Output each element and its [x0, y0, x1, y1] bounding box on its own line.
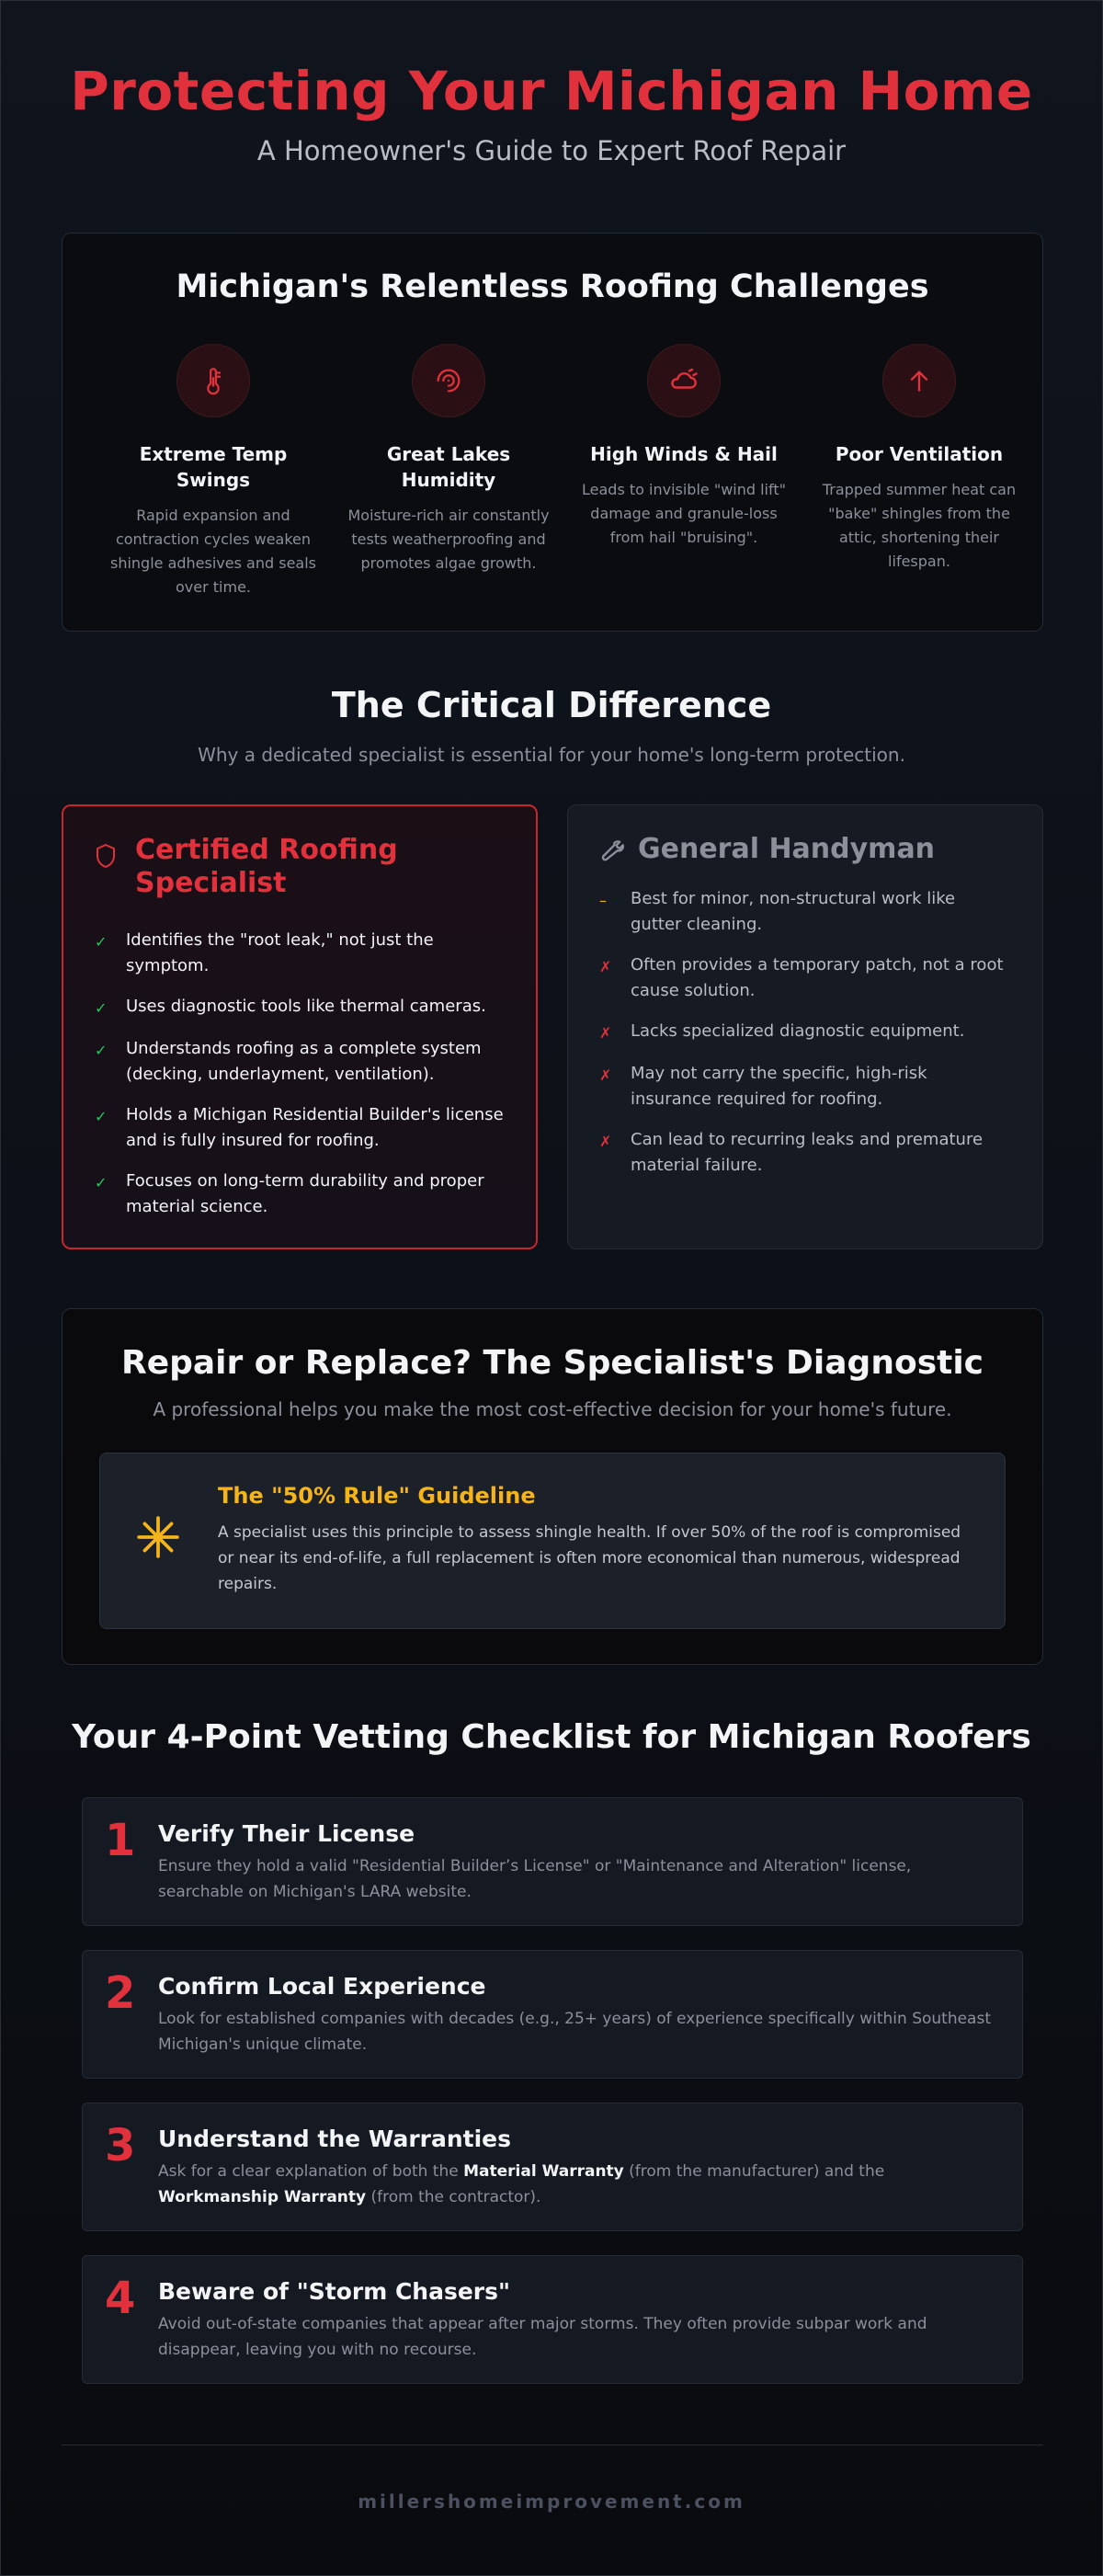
- checklist-item-text: Ask for a clear explanation of both the Material Warranty (from the manufacturer) and the Workmanship Warranty (from the contractor).: [158, 2162, 885, 2206]
- thermometer-icon: [176, 344, 250, 417]
- list-item: ✗ Often provides a temporary patch, not a root cause solution.: [599, 952, 1011, 1004]
- handyman-list: [599, 886, 1011, 1179]
- challenge-title: High Winds & Hail: [590, 443, 778, 465]
- cross-icon: ✗: [599, 1133, 612, 1150]
- checklist-number: 4: [105, 2273, 136, 2324]
- wind-cloud-icon: [647, 344, 721, 417]
- checklist-item-title: Confirm Local Experience: [158, 1973, 486, 2000]
- hero: [1, 1, 1102, 166]
- checklist-number: 1: [105, 1815, 136, 1866]
- checklist-title: Your 4-Point Vetting Checklist for Michigan Roofers: [72, 1718, 1031, 1756]
- specialist-title: Certified Roofing Specialist: [135, 834, 398, 899]
- challenge-text: Leads to invisible "wind lift" damage and granule-loss from hail "bruising".: [582, 481, 786, 546]
- challenge-item: [108, 344, 319, 599]
- difference-subtitle: Why a dedicated specialist is essential for your home's long-term protection.: [198, 744, 905, 766]
- rule-box: [99, 1453, 1006, 1629]
- challenge-title: Extreme Temp Swings: [139, 443, 288, 491]
- dash-icon: –: [599, 892, 607, 909]
- cross-icon: ✗: [599, 958, 612, 975]
- checklist-item-text: Avoid out-of-state companies that appear after major storms. They often provide subpar work and disappear, leaving you with no recourse.: [158, 2315, 927, 2359]
- rule-title: The "50% Rule" Guideline: [218, 1483, 536, 1509]
- specialist-list: [95, 928, 505, 1220]
- repair-title: Repair or Replace? The Specialist's Diagnostic: [120, 1344, 984, 1382]
- repair-subtitle: A professional helps you make the most cost-effective decision for your home's future.: [153, 1398, 952, 1420]
- challenge-item: [813, 344, 1025, 574]
- cross-icon: ✗: [599, 1024, 612, 1042]
- check-icon: ✓: [95, 1108, 108, 1125]
- workmanship-warranty-label: Workmanship Warranty: [158, 2188, 367, 2206]
- list-item: ✗ May not carry the specific, high-risk insurance required for roofing.: [599, 1061, 1011, 1112]
- challenge-title: Poor Ventilation: [835, 443, 1004, 465]
- list-item: ✓ Identifies the "root leak," not just the symptom.: [95, 928, 505, 979]
- challenge-item: [343, 344, 554, 576]
- checklist-item: [82, 2255, 1023, 2384]
- specialist-card: [62, 804, 538, 1249]
- checklist-item: [82, 1797, 1023, 1926]
- checklist-item-title: Beware of "Storm Chasers": [158, 2278, 511, 2305]
- checklist-item: [82, 2103, 1023, 2231]
- challenge-text: Rapid expansion and contraction cycles weaken shingle adhesives and seals over time.: [109, 507, 316, 596]
- shield-icon: [95, 843, 117, 871]
- checklist-item-title: Understand the Warranties: [158, 2126, 512, 2152]
- checklist-item-text: Ensure they hold a valid "Residential Builder’s License" or "Maintenance and Alteration" license, searchable on Michigan's LARA website.: [158, 1857, 912, 1901]
- checklist-item-text: Look for established companies with decades (e.g., 25+ years) of experience specifically within Southeast Michigan's unique climate.: [158, 2010, 991, 2054]
- check-icon: ✓: [95, 1042, 108, 1059]
- checklist-number: 2: [105, 1967, 136, 2019]
- arrow-up-icon: [882, 344, 956, 417]
- handyman-card: [567, 804, 1043, 1249]
- checklist-item-title: Verify Their License: [158, 1820, 415, 1847]
- footer-website-link[interactable]: millershomeimprovement.com: [358, 2491, 745, 2513]
- list-item: ✓ Holds a Michigan Residential Builder's license and is fully insured for roofing.: [95, 1102, 505, 1154]
- checklist-item: [82, 1950, 1023, 2079]
- challenges-title: Michigan's Relentless Roofing Challenges: [176, 268, 929, 305]
- difference-title: The Critical Difference: [331, 685, 772, 725]
- challenge-item: [578, 344, 790, 550]
- list-item: ✗ Can lead to recurring leaks and premature material failure.: [599, 1127, 1011, 1179]
- checklist-number: 3: [105, 2120, 136, 2171]
- list-item: ✓ Uses diagnostic tools like thermal cameras.: [95, 994, 505, 1021]
- challenge-text: Trapped summer heat can "bake" shingles from the attic, shortening their lifespan.: [822, 481, 1017, 570]
- material-warranty-label: Material Warranty: [463, 2162, 624, 2181]
- page-subtitle: A Homeowner's Guide to Expert Roof Repair: [256, 135, 847, 166]
- humidity-swirl-icon: [412, 344, 485, 417]
- check-icon: ✓: [95, 1174, 108, 1191]
- list-item: ✓ Understands roofing as a complete system (decking, underlayment, ventilation).: [95, 1036, 505, 1088]
- cross-icon: ✗: [599, 1066, 612, 1084]
- page-title: Protecting Your Michigan Home: [70, 60, 1033, 122]
- list-item: ✓ Focuses on long-term durability and proper material science.: [95, 1168, 505, 1220]
- check-icon: ✓: [95, 999, 108, 1017]
- rule-text: A specialist uses this principle to assess shingle health. If over 50% of the roof is compromised or near its end-of-life, a full replacement is often more economical than numerous, widespread repairs.: [218, 1523, 961, 1593]
- repair-card: [62, 1308, 1043, 1665]
- challenge-text: Moisture-rich air constantly tests weatherproofing and promotes algae growth.: [347, 507, 550, 572]
- list-item: – Best for minor, non-structural work like gutter cleaning.: [599, 886, 1011, 938]
- handyman-title: General Handyman: [638, 833, 936, 865]
- wrench-icon: [599, 837, 621, 864]
- list-item: ✗ Lacks specialized diagnostic equipment.: [599, 1019, 1011, 1046]
- sun-asterisk-icon: [135, 1514, 181, 1560]
- challenge-title: Great Lakes Humidity: [386, 443, 511, 491]
- check-icon: ✓: [95, 933, 108, 951]
- challenges-card: [62, 233, 1043, 632]
